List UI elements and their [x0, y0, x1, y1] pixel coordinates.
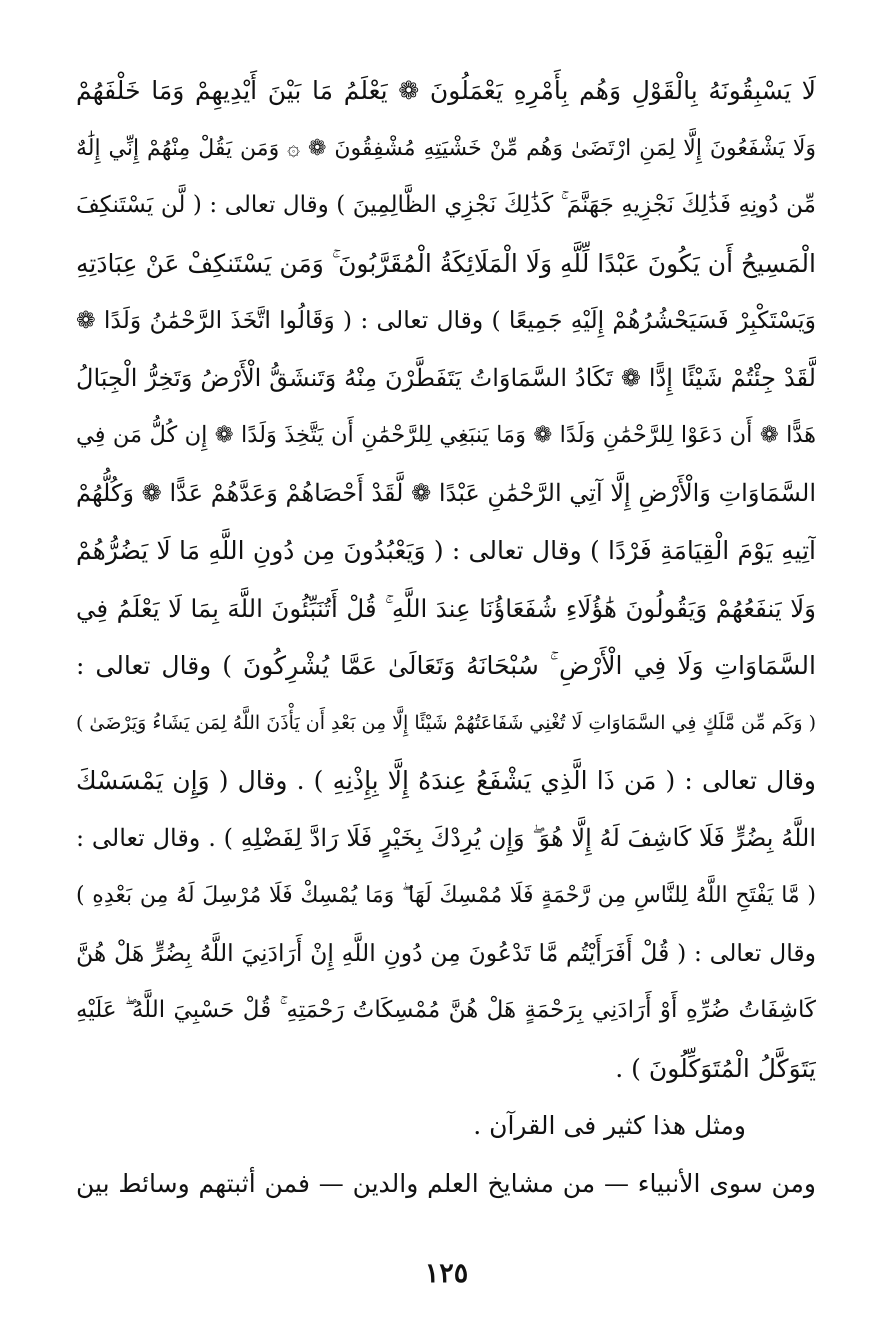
text-line-18: يَتَوَكَّلُ الْمُتَوَكِّلُونَ ) . — [615, 1053, 816, 1083]
text-line-12: ( وَكَم مِّن مَّلَكٍ فِي السَّمَاوَاتِ لَا تُغْنِي شَفَاعَتُهُمْ شَيْئًا إِلَّا مِن بَعْدِ أَن يَأْذَنَ اللَّهُ لِمَن يَشَاءُ وَيَرْضَىٰ ) — [76, 711, 816, 734]
text-line-7: هَدًّا ❁ أَن دَعَوْا لِلرَّحْمَٰنِ وَلَدًا ❁ وَمَا يَنبَغِي لِلرَّحْمَٰنِ أَن يَتَّخِذَ وَلَدًا ❁ إِن كُلُّ مَن فِي — [76, 422, 816, 448]
text-line-6: لَّقَدْ جِئْتُمْ شَيْئًا إِدًّا ❁ تَكَادُ السَّمَاوَاتُ يَتَفَطَّرْنَ مِنْهُ وَتَنشَقُّ الْأَرْضُ وَتَخِرُّ الْجِبَالُ — [76, 363, 816, 392]
text-line-16: وقال تعالى : ( قُلْ أَفَرَأَيْتُم مَّا تَدْعُونَ مِن دُونِ اللَّهِ إِنْ أَرَادَنِيَ اللَّهُ بِضُرٍّ هَلْ هُنَّ — [76, 938, 816, 967]
text-line-3: مِّن دُونِهِ فَذَٰلِكَ نَجْزِيهِ جَهَنَّمَ ۚ كَذَٰلِكَ نَجْزِي الظَّالِمِينَ ) وقال تعالى : ( لَّن يَسْتَنكِفَ — [76, 192, 816, 218]
paragraph-line-1: ومثل هذا كثير فى القرآن . — [473, 1111, 746, 1140]
text-line-14: اللَّهُ بِضُرٍّ فَلَا كَاشِفَ لَهُ إِلَّا هُوَ ۖ وَإِن يُرِدْكَ بِخَيْرٍ فَلَا رَادَّ لِفَضْلِهِ ) . وقال تعالى : — [76, 823, 816, 852]
text-line-1: لَا يَسْبِقُونَهُ بِالْقَوْلِ وَهُم بِأَمْرِهِ يَعْمَلُونَ ❁ يَعْلَمُ مَا بَيْنَ أَيْدِيهِمْ وَمَا خَلْفَهُمْ — [76, 76, 816, 105]
main-text-block — [76, 62, 816, 1212]
text-line-13: وقال تعالى : ( مَن ذَا الَّذِي يَشْفَعُ عِندَهُ إِلَّا بِإِذْنِهِ ) . وقال ( وَإِن يَمْسَسْكَ — [76, 766, 816, 795]
text-line-11: السَّمَاوَاتِ وَلَا فِي الْأَرْضِ ۚ سُبْحَانَهُ وَتَعَالَىٰ عَمَّا يُشْرِكُونَ ) وقال تعالى : — [76, 651, 816, 680]
text-line-2: وَلَا يَشْفَعُونَ إِلَّا لِمَنِ ارْتَضَىٰ وَهُم مِّنْ خَشْيَتِهِ مُشْفِقُونَ ❁ ۞ وَمَن يَقُلْ مِنْهُمْ إِنِّي إِلَٰهٌ — [76, 135, 816, 161]
paragraph-line-2: ومن سوى الأنبياء — من مشايخ العلم والدين — فمن أثبتهم وسائط بين — [76, 1168, 816, 1198]
text-line-4: الْمَسِيحُ أَن يَكُونَ عَبْدًا لِّلَّهِ وَلَا الْمَلَائِكَةُ الْمُقَرَّبُونَ ۚ وَمَن يَسْتَنكِفْ عَنْ عِبَادَتِهِ — [76, 248, 816, 278]
text-line-5: وَيَسْتَكْبِرْ فَسَيَحْشُرُهُمْ إِلَيْهِ جَمِيعًا ) وقال تعالى : ( وَقَالُوا اتَّخَذَ الرَّحْمَٰنُ وَلَدًا ❁ — [76, 306, 816, 334]
text-line-10: وَلَا يَنفَعُهُمْ وَيَقُولُونَ هَٰؤُلَاءِ شُفَعَاؤُنَا عِندَ اللَّهِ ۚ قُلْ أَتُنَبِّئُونَ اللَّهَ بِمَا لَا يَعْلَمُ فِي — [76, 593, 816, 623]
text-line-8: السَّمَاوَاتِ وَالْأَرْضِ إِلَّا آتِي الرَّحْمَٰنِ عَبْدًا ❁ لَّقَدْ أَحْصَاهُمْ وَعَدَّهُمْ عَدًّا ❁ وَكُلُّهُمْ — [76, 478, 816, 507]
text-line-17: كَاشِفَاتُ ضُرِّهِ أَوْ أَرَادَنِي بِرَحْمَةٍ هَلْ هُنَّ مُمْسِكَاتُ رَحْمَتِهِ ۚ قُلْ حَسْبِيَ اللَّهُ ۖ عَلَيْهِ — [76, 997, 816, 1023]
text-line-15: ( مَّا يَفْتَحِ اللَّهُ لِلنَّاسِ مِن رَّحْمَةٍ فَلَا مُمْسِكَ لَهَا ۖ وَمَا يُمْسِكْ فَلَا مُرْسِلَ لَهُ مِن بَعْدِهِ ) — [76, 883, 816, 908]
text-line-9: آتِيهِ يَوْمَ الْقِيَامَةِ فَرْدًا ) وقال تعالى : ( وَيَعْبُدُونَ مِن دُونِ اللَّهِ مَا لَا يَضُرُّهُمْ — [76, 536, 816, 565]
page-number: ١٢٥ — [424, 1258, 469, 1289]
